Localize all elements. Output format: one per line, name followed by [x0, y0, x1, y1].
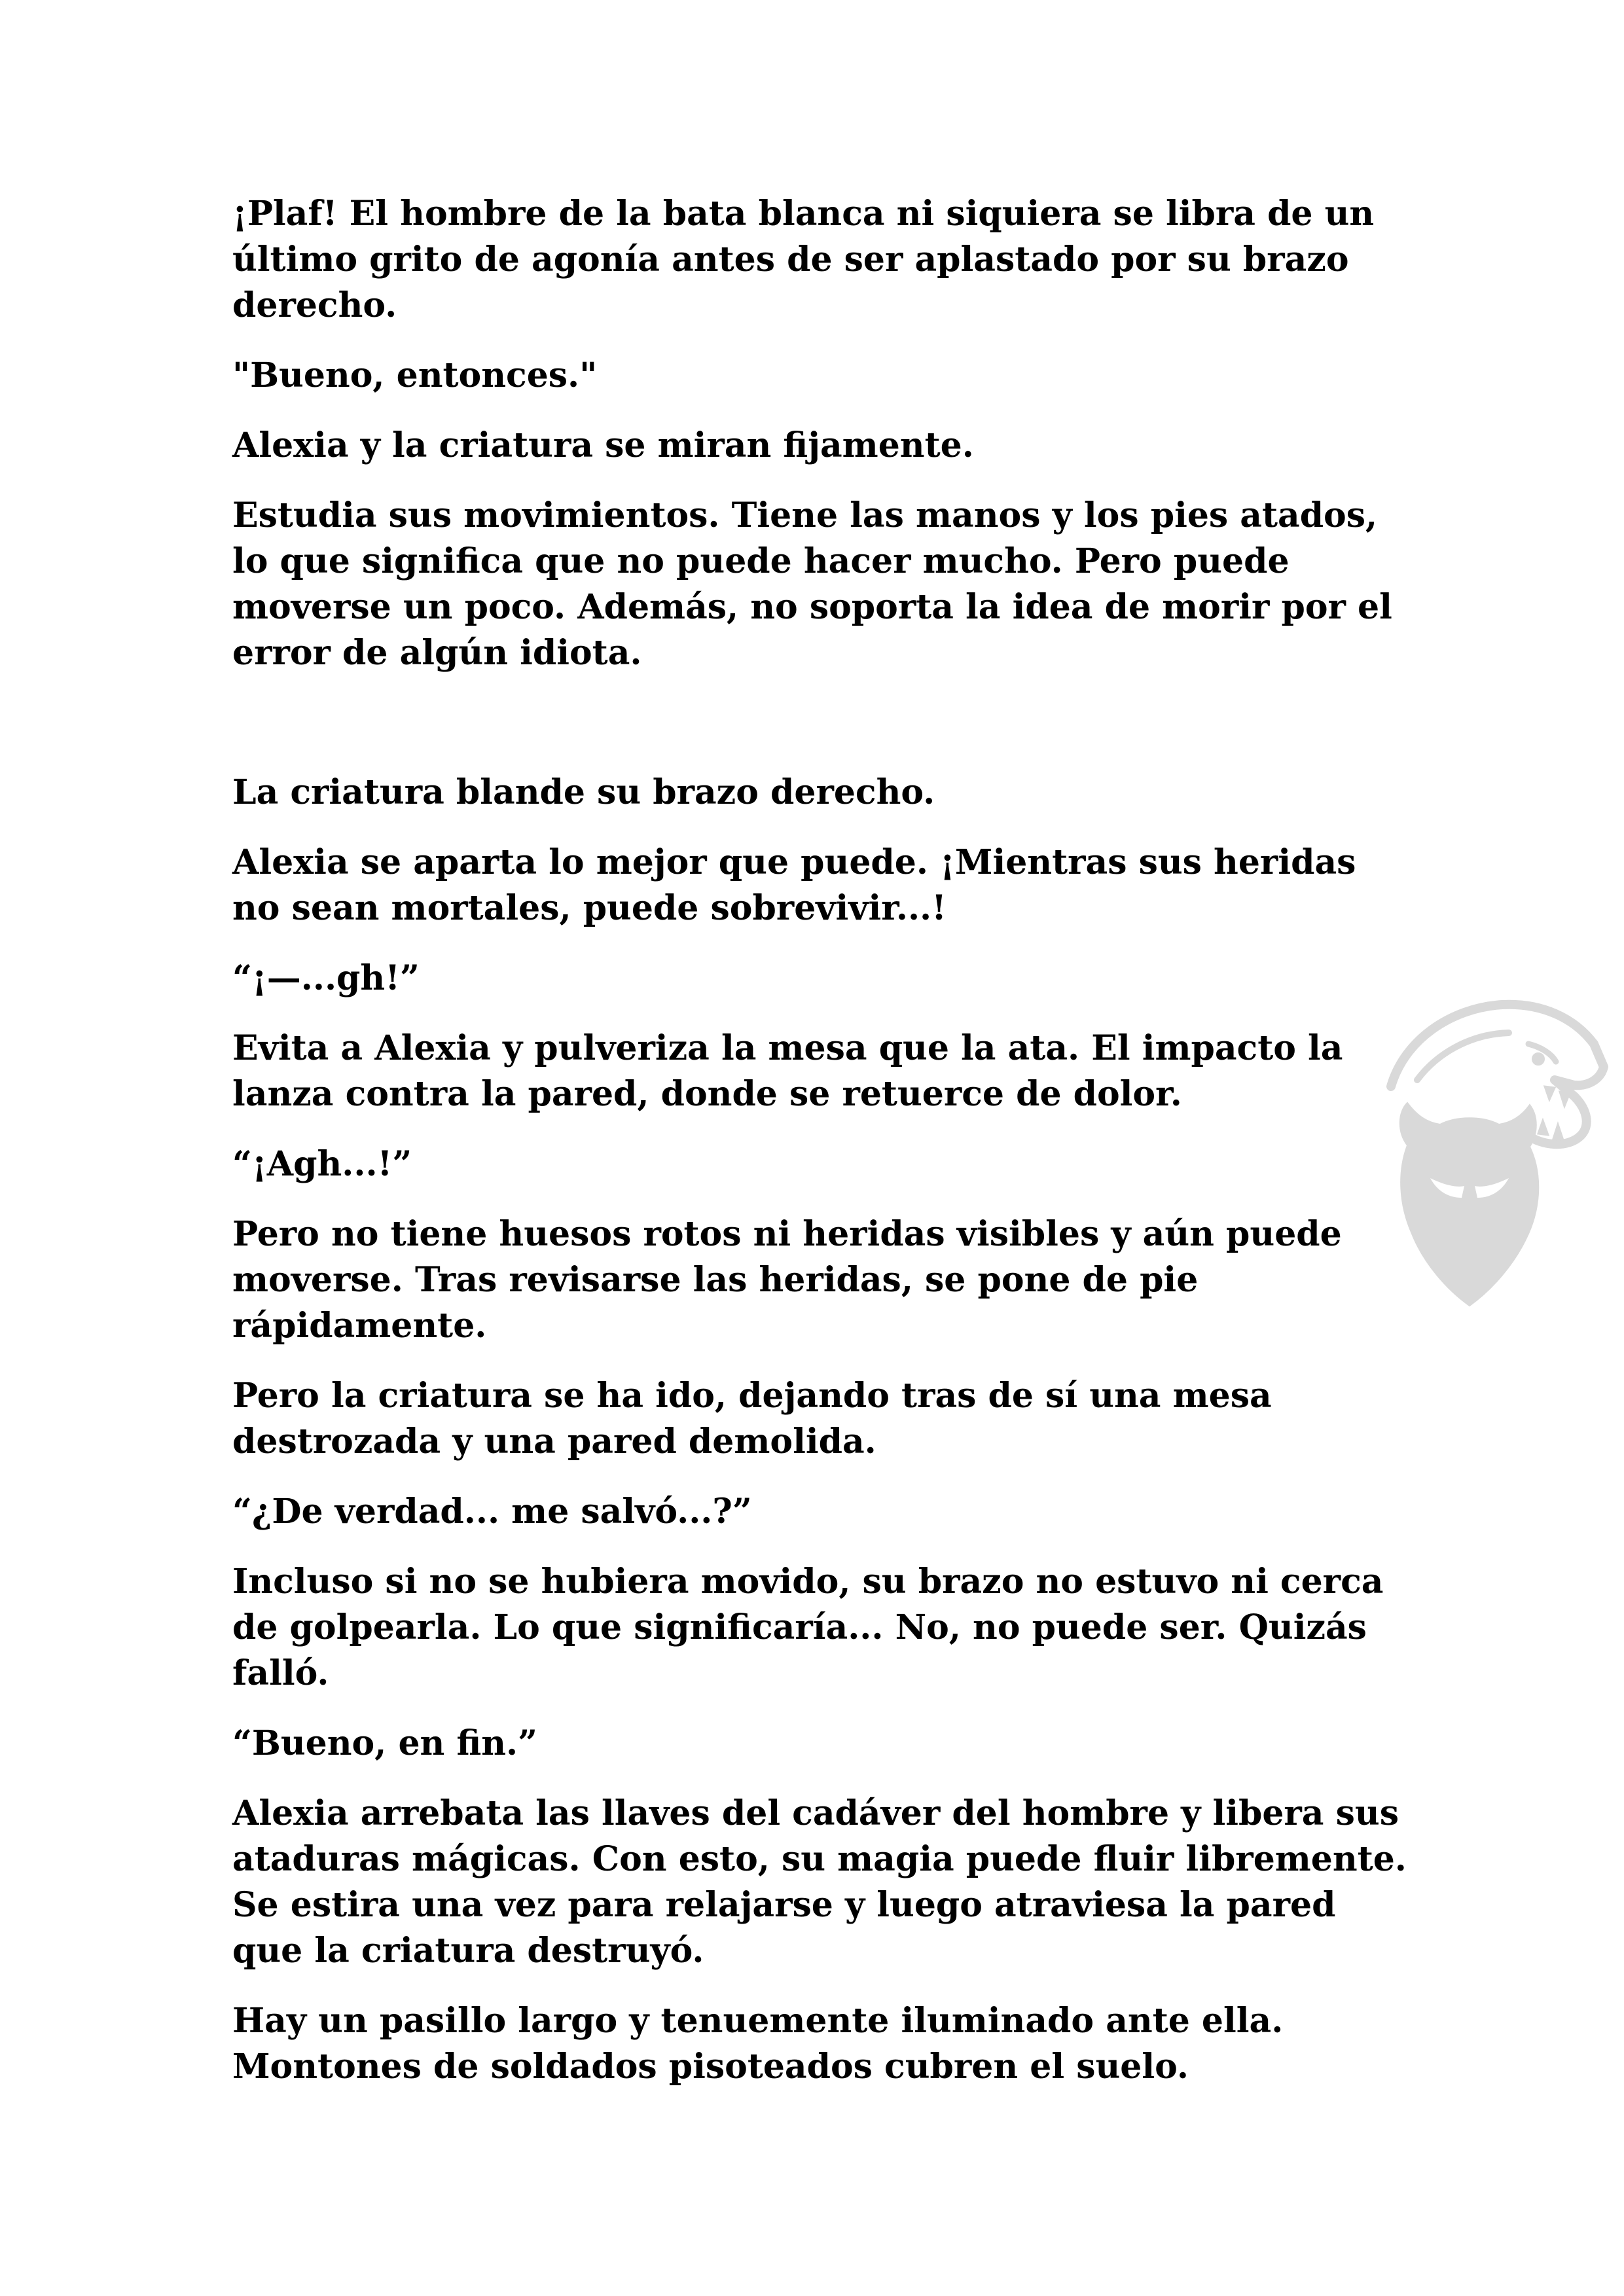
- dinosaur-devil-head-icon: [1378, 982, 1614, 1322]
- paragraph: Alexia y la criatura se miran fijamente.: [232, 425, 974, 465]
- paragraph: Alexia arrebata las llaves del cadáver del hombre y libera sus ataduras mágicas. Con esto, su magia puede fluir libremente. Se estira una vez para relajarse y luego atraviesa la pared que la criatura destruyó.: [232, 1793, 1407, 1971]
- paragraph: “¡Agh...!”: [232, 1144, 412, 1184]
- paragraph: Evita a Alexia y pulveriza la mesa que la ata. El impacto la lanza contra la pared, donde se retuerce de dolor.: [232, 1028, 1343, 1114]
- paragraph: Estudia sus movimientos. Tiene las manos y los pies atados, lo que significa que no puede hacer mucho. Pero puede moverse un poco. Además, no soporta la idea de morir por el error de algún idiota.: [232, 495, 1392, 673]
- paragraph: “¿De verdad... me salvó...?”: [232, 1492, 752, 1532]
- paragraph: "Bueno, entonces.": [232, 355, 598, 395]
- paragraph: “Bueno, en fin.”: [232, 1723, 538, 1763]
- paragraph: Hay un pasillo largo y tenuemente iluminado ante ella. Montones de soldados pisoteados cubren el suelo.: [232, 2001, 1284, 2087]
- paragraph: “¡—...gh!”: [232, 958, 420, 998]
- paragraph: Alexia se aparta lo mejor que puede. ¡Mientras sus heridas no sean mortales, puede sobrevivir...!: [232, 842, 1356, 928]
- paragraph: La criatura blande su brazo derecho.: [232, 772, 935, 812]
- paragraph: ¡Plaf! El hombre de la bata blanca ni siquiera se libra de un último grito de agonía antes de ser aplastado por su brazo derecho.: [232, 194, 1375, 325]
- paragraph: Pero la criatura se ha ido, dejando tras de sí una mesa destrozada y una pared demolida.: [232, 1376, 1272, 1462]
- paragraph: Incluso si no se hubiera movido, su brazo no estuvo ni cerca de golpearla. Lo que significaría... No, no puede ser. Quizás falló.: [232, 1562, 1384, 1693]
- body-text: [232, 191, 1407, 2114]
- paragraph: Pero no tiene huesos rotos ni heridas visibles y aún puede moverse. Tras revisarse las heridas, se pone de pie rápidamente.: [232, 1214, 1342, 1346]
